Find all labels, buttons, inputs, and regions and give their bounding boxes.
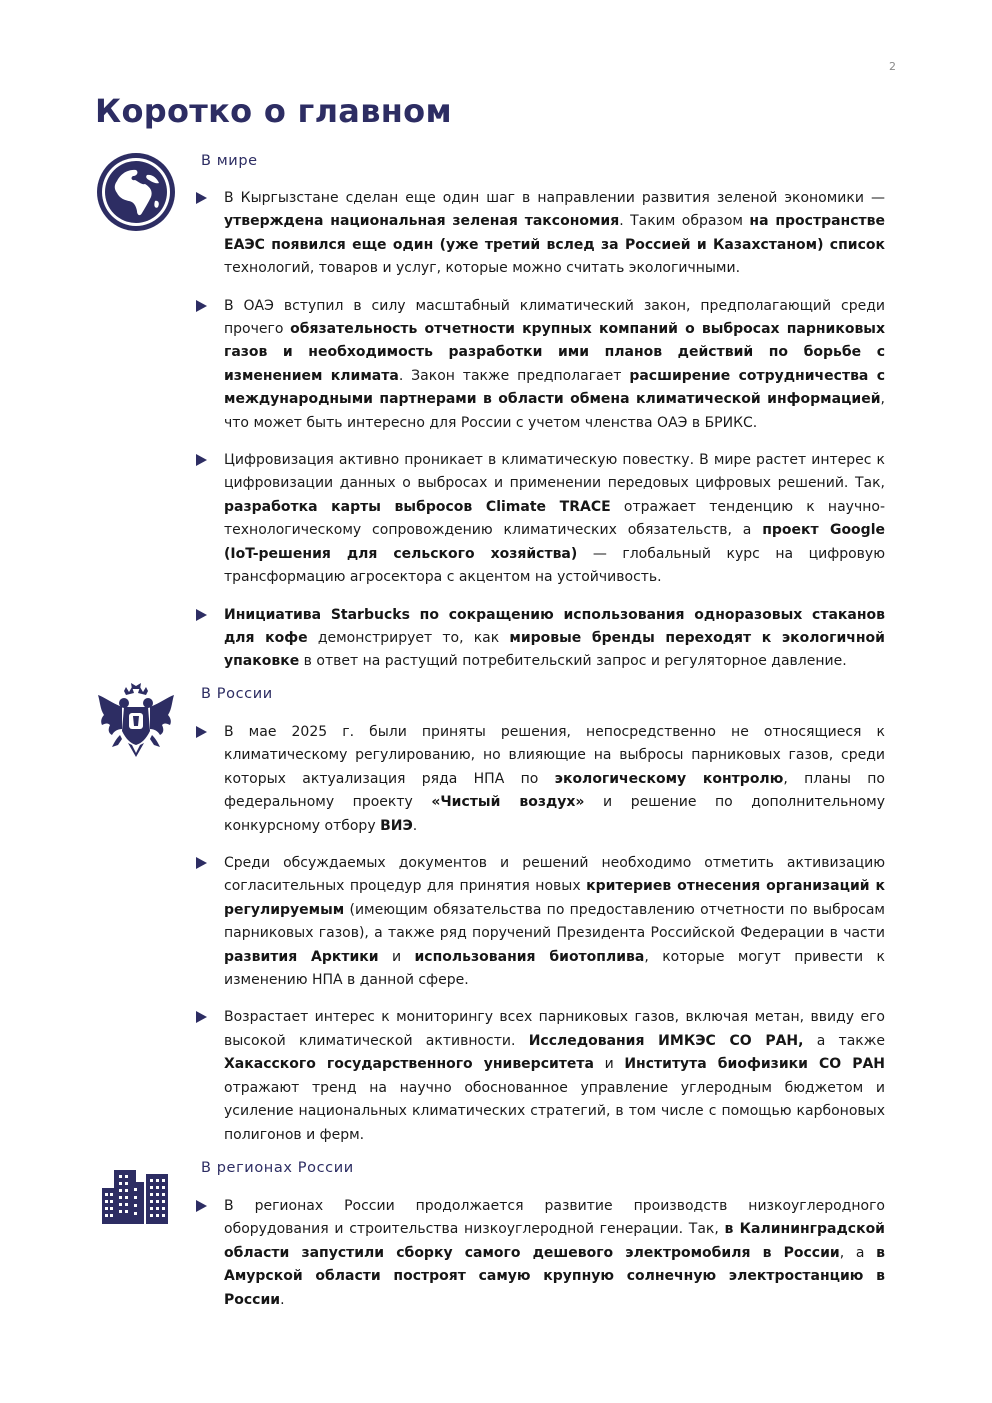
bullet-arrow-icon (196, 454, 207, 466)
text-run: демонстрирует то, как (307, 629, 510, 646)
page-title: Коротко о главном (95, 92, 452, 130)
bullet-text (224, 721, 885, 838)
bold-text-run: проект Google (IoT-решения для сельского хозяйства) (224, 522, 885, 562)
text-run: в ответ на растущий потребительский запрос и регуляторное давление. (299, 653, 847, 670)
text-run: отражают тренд на научно обоснованное управление углеродным бюджетом и усиление национальных климатических стратегий, в том числе с помощью карбоновых полигонов и ферм. (224, 1079, 885, 1143)
bold-text-run: расширение сотрудничества с международными партнерами в области обмена климатической информацией (224, 367, 885, 408)
bold-text-run: развития Арктики (224, 948, 379, 965)
bullet-text (224, 449, 885, 589)
bullet-item (193, 449, 885, 589)
bullet-text (224, 604, 885, 674)
page-number: 2 (889, 60, 896, 73)
text-run: технологий, товаров и услуг, которые можно считать экологичными. (224, 260, 741, 277)
bullet-list-regions (193, 1195, 885, 1326)
bullet-item (193, 1006, 885, 1146)
bold-text-run: Инициатива Starbucks по сокращению использования одноразовых стаканов для кофе (224, 606, 885, 646)
text-run: В мае 2025 г. были приняты решения, непосредственно не относящиеся к климатическому регулированию, но влияющие на выбросы парниковых газов, среди которых актуализация ряда НПА по (224, 724, 885, 787)
text-run: , что может быть интересно для России с учетом членства ОАЭ в БРИКС. (224, 391, 885, 431)
section-heading-regions: В регионах России (201, 1160, 354, 1176)
text-run: В регионах России продолжается развитие производств низкоуглеродного оборудования и строительства низкоуглеродной генерации. Так, (224, 1198, 885, 1238)
bullet-text (224, 852, 885, 992)
bullet-item (193, 604, 885, 674)
text-run: и (378, 948, 415, 965)
bullet-arrow-icon (196, 1011, 207, 1023)
coat-of-arms-icon (96, 683, 176, 759)
bullet-text (224, 295, 885, 435)
text-run: Среди обсуждаемых документов и решений необходимо отметить активизацию согласительных процедур для принятия новых (224, 855, 885, 895)
bullet-arrow-icon (196, 300, 207, 312)
text-run: Возрастает интерес к мониторингу всех парниковых газов, включая метан, ввиду его высокой климатической активности. (224, 1009, 885, 1049)
section-heading-world: В мире (201, 153, 258, 169)
bold-text-run: обязательность отчетности крупных компаний о выбросах парниковых газов и необходимость разработки ими планов действий по борьбе с изменением климата (224, 321, 885, 384)
text-run: и (593, 1056, 625, 1073)
text-run: В Кыргызстане сделан еще один шаг в направлении развития зеленой экономики — (224, 190, 885, 206)
text-run: отражает тенденцию к научно-технологическому сопровождению климатических обязательств, а (224, 498, 885, 539)
bold-text-run: Исследования ИМКЭС СО РАН, (528, 1032, 804, 1049)
bullet-item (193, 721, 885, 838)
bullet-arrow-icon (196, 609, 207, 621)
bold-text-run: критериев отнесения организаций к регулируемым (224, 878, 885, 918)
text-run: , которые могут привести к изменению НПА в данной сфере. (224, 948, 886, 989)
text-run: . (280, 1291, 285, 1308)
bold-text-run: на пространстве ЕАЭС появился еще один (уже третий вслед за Россией и Казахстаном) список (224, 213, 885, 253)
section-heading-russia: В России (201, 686, 273, 702)
bullet-item (193, 295, 885, 435)
text-run: — глобальный курс на цифровую трансформацию агросектора с акцентом на устойчивость. (224, 545, 885, 586)
text-run: В ОАЭ вступил в силу масштабный климатический закон, предполагающий среди прочего (224, 297, 885, 338)
bullet-item (193, 187, 885, 281)
text-run: . Таким образом (619, 213, 750, 230)
bullet-text (224, 187, 885, 281)
bullet-arrow-icon (196, 857, 207, 869)
bullet-arrow-icon (196, 726, 207, 738)
text-run: и решение по дополнительному конкурсному отбору (224, 794, 885, 834)
bullet-text (224, 1195, 885, 1312)
bold-text-run: мировые бренды переходят к экологичной упаковке (224, 629, 885, 670)
globe-icon (95, 151, 177, 233)
bold-text-run: в Калининградской области запустили сборку самого дешевого электромобиля в России (224, 1221, 885, 1261)
text-run: . (412, 817, 418, 834)
bold-text-run: разработка карты выбросов Climate TRACE (224, 498, 611, 515)
bullet-text (224, 1006, 885, 1146)
bullet-list-world (193, 187, 885, 688)
text-run: . Закон также предполагает (398, 367, 630, 384)
bullet-item (193, 1195, 885, 1312)
bullet-list-russia (193, 721, 885, 1161)
bold-text-run: использования биотоплива (414, 948, 645, 965)
bold-text-run: в Амурской области построят самую крупную солнечную электростанцию в России (224, 1244, 885, 1308)
city-buildings-icon (100, 1168, 170, 1224)
bold-text-run: «Чистый воздух» (431, 794, 585, 811)
bold-text-run: утверждена национальная зеленая таксономия (224, 213, 620, 230)
bold-text-run: Хакасского государственного университета (224, 1056, 594, 1073)
bullet-item (193, 852, 885, 992)
text-run: (имеющим обязательства по предоставлению отчетности по выбросам парниковых газов), а также ряд поручений Президента Российской Федерации в части (224, 901, 885, 942)
text-run: а также (803, 1032, 885, 1049)
bold-text-run: Института биофизики СО РАН (624, 1056, 886, 1073)
bullet-arrow-icon (196, 192, 207, 204)
bullet-arrow-icon (196, 1200, 207, 1212)
text-run: , планы по федеральному проекту (224, 770, 885, 811)
text-run: , а (839, 1244, 877, 1261)
bold-text-run: экологическому контролю (554, 770, 784, 787)
bold-text-run: ВИЭ (380, 817, 413, 834)
text-run: Цифровизация активно проникает в климатическую повестку. В мире растет интерес к цифровизации данных о выбросах и применении передовых цифровых решений. Так, (224, 452, 885, 492)
